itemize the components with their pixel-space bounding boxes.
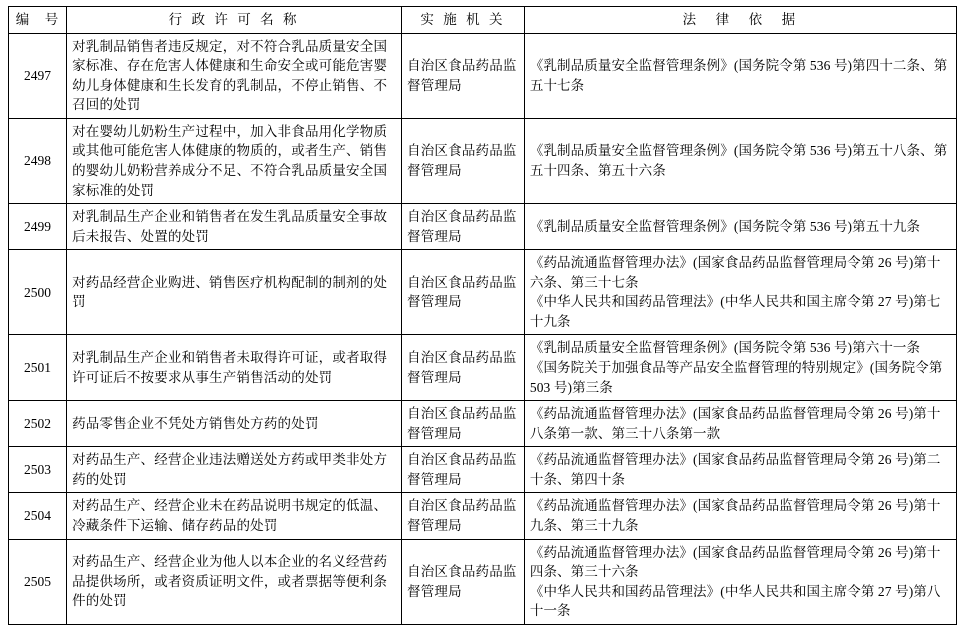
table-body <box>9 33 957 624</box>
table-row <box>9 447 957 493</box>
cell-legal-basis: 《药品流通监督管理办法》(国家食品药品监督管理局令第 26 号)第十四条、第三十六条 《中华人民共和国药品管理法》(中华人民共和国主席令第 27 号)第八十一条 <box>524 539 956 624</box>
table-row <box>9 401 957 447</box>
table-row <box>9 493 957 539</box>
cell-code: 2499 <box>9 204 67 250</box>
table-row <box>9 118 957 203</box>
cell-permit-name: 对药品经营企业购进、销售医疗机构配制的制剂的处罚 <box>67 250 402 335</box>
cell-permit-name: 对乳制品生产企业和销售者未取得许可证，或者取得许可证后不按要求从事生产销售活动的处罚 <box>67 335 402 401</box>
cell-code: 2498 <box>9 118 67 203</box>
cell-authority: 自治区食品药品监督管理局 <box>402 401 525 447</box>
cell-legal-basis: 《药品流通监督管理办法》(国家食品药品监督管理局令第 26 号)第十九条、第三十九条 <box>524 493 956 539</box>
cell-legal-basis: 《药品流通监督管理办法》(国家食品药品监督管理局令第 26 号)第二十条、第四十条 <box>524 447 956 493</box>
cell-permit-name: 对药品生产、经营企业违法赠送处方药或甲类非处方药的处罚 <box>67 447 402 493</box>
table-row <box>9 33 957 118</box>
column-header-name: 行 政 许 可 名 称 <box>67 7 402 34</box>
table-header-row <box>9 7 957 34</box>
table-header <box>9 7 957 34</box>
cell-authority: 自治区食品药品监督管理局 <box>402 250 525 335</box>
cell-code: 2502 <box>9 401 67 447</box>
administrative-permit-table <box>8 6 957 625</box>
cell-authority: 自治区食品药品监督管理局 <box>402 118 525 203</box>
cell-code: 2501 <box>9 335 67 401</box>
column-header-law: 法 律 依 据 <box>524 7 956 34</box>
cell-authority: 自治区食品药品监督管理局 <box>402 447 525 493</box>
cell-legal-basis: 《乳制品质量安全监督管理条例》(国务院令第 536 号)第五十八条、第五十四条、第五十六条 <box>524 118 956 203</box>
table-row <box>9 204 957 250</box>
column-header-org: 实 施 机 关 <box>402 7 525 34</box>
cell-legal-basis: 《乳制品质量安全监督管理条例》(国务院令第 536 号)第四十二条、第五十七条 <box>524 33 956 118</box>
table-row <box>9 250 957 335</box>
cell-permit-name: 对在婴幼儿奶粉生产过程中，加入非食品用化学物质或其他可能危害人体健康的物质的，或者生产、销售的婴幼儿奶粉营养成分不足、不符合乳品质量安全国家标准的处罚 <box>67 118 402 203</box>
cell-permit-name: 对乳制品销售者违反规定，对不符合乳品质量安全国家标准、存在危害人体健康和生命安全或可能危害婴幼儿身体健康和生长发育的乳制品，不停止销售、不召回的处罚 <box>67 33 402 118</box>
column-header-code: 编 号 <box>9 7 67 34</box>
cell-legal-basis: 《乳制品质量安全监督管理条例》(国务院令第 536 号)第五十九条 <box>524 204 956 250</box>
cell-authority: 自治区食品药品监督管理局 <box>402 335 525 401</box>
cell-authority: 自治区食品药品监督管理局 <box>402 33 525 118</box>
cell-code: 2503 <box>9 447 67 493</box>
cell-permit-name: 对药品生产、经营企业未在药品说明书规定的低温、冷藏条件下运输、储存药品的处罚 <box>67 493 402 539</box>
table-row <box>9 539 957 624</box>
cell-code: 2504 <box>9 493 67 539</box>
table-row <box>9 335 957 401</box>
cell-authority: 自治区食品药品监督管理局 <box>402 204 525 250</box>
cell-code: 2505 <box>9 539 67 624</box>
cell-code: 2500 <box>9 250 67 335</box>
cell-authority: 自治区食品药品监督管理局 <box>402 539 525 624</box>
cell-permit-name: 药品零售企业不凭处方销售处方药的处罚 <box>67 401 402 447</box>
cell-permit-name: 对药品生产、经营企业为他人以本企业的名义经营药品提供场所，或者资质证明文件，或者票据等便利条件的处罚 <box>67 539 402 624</box>
cell-legal-basis: 《药品流通监督管理办法》(国家食品药品监督管理局令第 26 号)第十六条、第三十七条 《中华人民共和国药品管理法》(中华人民共和国主席令第 27 号)第七十九条 <box>524 250 956 335</box>
cell-authority: 自治区食品药品监督管理局 <box>402 493 525 539</box>
cell-legal-basis: 《乳制品质量安全监督管理条例》(国务院令第 536 号)第六十一条 《国务院关于加强食品等产品安全监督管理的特别规定》(国务院令第 503 号)第三条 <box>524 335 956 401</box>
cell-code: 2497 <box>9 33 67 118</box>
cell-legal-basis: 《药品流通监督管理办法》(国家食品药品监督管理局令第 26 号)第十八条第一款、第三十八条第一款 <box>524 401 956 447</box>
cell-permit-name: 对乳制品生产企业和销售者在发生乳品质量安全事故后未报告、处置的处罚 <box>67 204 402 250</box>
